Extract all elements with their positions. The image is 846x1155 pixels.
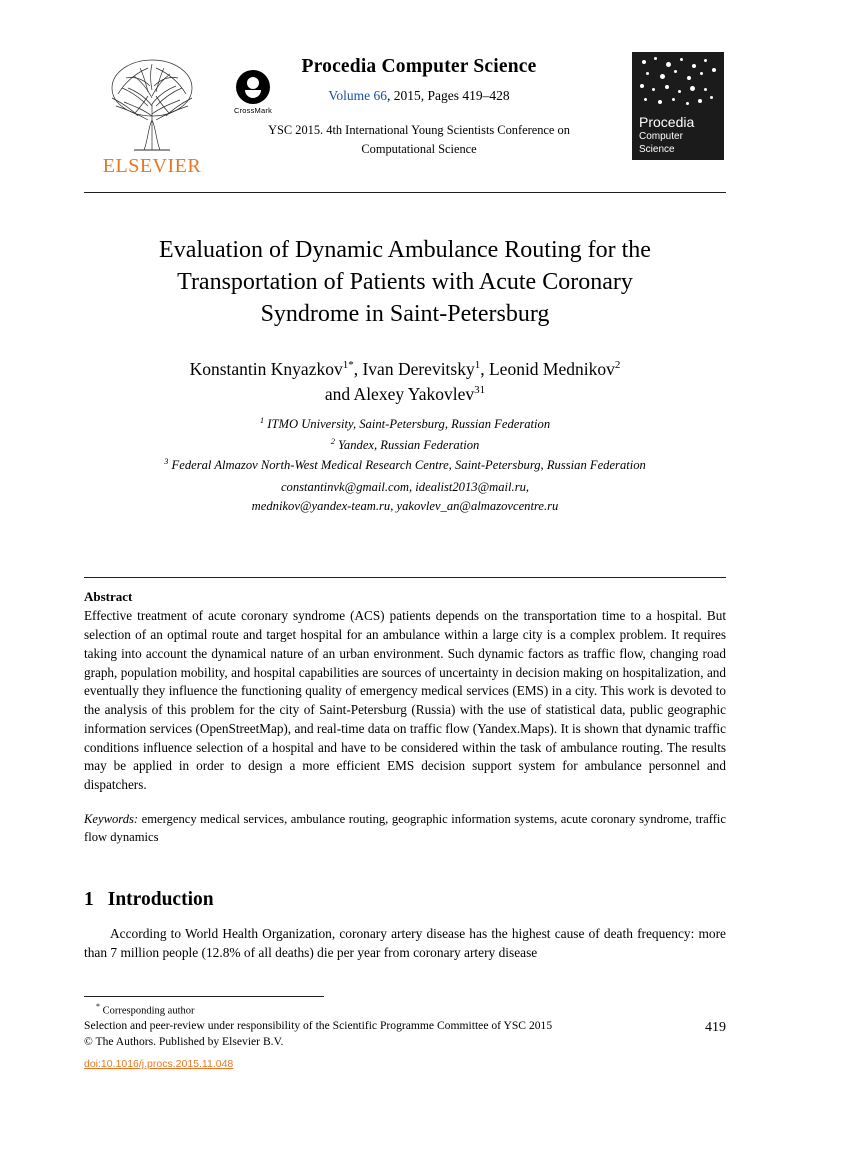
affiliation-sup: 2 [330, 435, 335, 446]
affiliation-text: ITMO University, Saint-Petersburg, Russian Federation [264, 417, 551, 432]
footnote [84, 1002, 726, 1017]
email-line-2: mednikov@yandex-team.ru, yakovlev_an@almazovcentre.ru [251, 498, 559, 513]
section-title: Introduction [107, 888, 214, 910]
email-line-1: constantinvk@gmail.com, idealist2013@mail.ru, [280, 479, 530, 494]
elsevier-logo [92, 54, 212, 178]
affiliation-item [84, 455, 726, 475]
author-derevitsky-sup: 1 [474, 358, 481, 371]
footer-line-1: Selection and peer-review under responsibility of the Scientific Programme Committee of YSC 2015 [84, 1019, 553, 1032]
footer-line-2: © The Authors. Published by Elsevier B.V. [84, 1035, 284, 1049]
journal-title: Procedia Computer Science [301, 56, 537, 77]
affiliation-text: Federal Almazov North-West Medical Research Centre, Saint-Petersburg, Russian Federation [168, 457, 646, 472]
title-line-1: Evaluation of Dynamic Ambulance Routing for the [159, 237, 651, 263]
conference-line [234, 121, 604, 159]
footnote-marker: * [96, 1002, 100, 1012]
affiliation-list [84, 414, 726, 474]
author-line-2 [84, 382, 726, 407]
author-yakovlev: and Alexey Yakovlev [324, 384, 475, 405]
conference-line-1: YSC 2015. 4th International Young Scientists Conference on [268, 123, 570, 137]
page-footer [84, 1018, 726, 1072]
keywords-text: emergency medical services, ambulance routing, geographic information systems, acute coronary syndrome, traffic flow dynamics [84, 811, 726, 844]
conference-line-2: Computational Science [361, 142, 477, 157]
author-mednikov: , Leonid Mednikov [480, 358, 615, 379]
elsevier-tree-icon [104, 54, 200, 154]
footnote-divider [84, 996, 324, 997]
cover-title: Procedia [639, 114, 695, 130]
cover-subtitle-line-2: Science [639, 143, 675, 155]
author-list [84, 357, 726, 408]
section-paragraph: According to World Health Organization, coronary artery disease has the highest cause of death frequency: more than 7 million people (12.8% of all deaths) die per year from coronary artery disease [84, 925, 726, 961]
cover-subtitle-line-1: Computer [639, 131, 683, 142]
journal-cover-thumbnail [632, 52, 724, 160]
journal-masthead [84, 48, 726, 193]
affiliation-item [84, 414, 726, 434]
abstract-heading: Abstract [84, 589, 133, 605]
author-knyazkov-sup: 1* [342, 358, 354, 371]
keywords-label: Keywords: [84, 811, 139, 826]
cover-dot-pattern [632, 52, 724, 112]
author-line-1 [84, 357, 726, 382]
author-yakovlev-sup: 31 [474, 384, 486, 397]
author-knyazkov: Konstantin Knyazkov [189, 358, 343, 379]
volume-number: Volume 66 [328, 88, 387, 103]
abstract-divider [84, 577, 726, 578]
crossmark-label: CrossMark [233, 106, 273, 115]
section-number: 1 [84, 888, 94, 910]
elsevier-wordmark: ELSEVIER [102, 155, 202, 177]
volume-line [234, 88, 604, 104]
footnote-text: Corresponding author [100, 1005, 195, 1017]
section-heading-introduction [84, 889, 726, 911]
page-title [84, 235, 726, 331]
affiliation-text: Yandex, Russian Federation [334, 437, 480, 452]
title-line-3: Syndrome in Saint-Petersburg [260, 300, 550, 327]
author-emails [84, 478, 726, 516]
title-block [84, 235, 726, 515]
title-line-2: Transportation of Patients with Acute Coronary [177, 268, 633, 295]
cover-subtitle [639, 131, 683, 156]
abstract-text: Effective treatment of acute coronary syndrome (ACS) patients depends on the transportation time to a hospital. But selection of an optimal route and target hospital for an ambulance within a large city is a complex problem. It requires taking into account the dynamical nature of an urban environment. Such dynamic factors as traffic flow, changing road graph, population mobility, and hospital capabilities are sources of uncertainty in decision making on hospitalization, and eventually they influence the functioning quality of emergency medical services (EMS) in a city. This work is devoted to the analysis of this problem for the city of Saint-Petersburg (Russia) with the use of statistical data, public geographic information services (OpenStreetMap), and real-time data on traffic flow (Yandex.Maps). It is shown that dynamic traffic conditions influence selection of a hospital and have to be considered within the task of ambulance routing. The results may be applied in order to design a more efficient EMS decision support system for ambulance personnel and dispatchers. [84, 608, 726, 793]
journal-info [234, 56, 604, 159]
author-derevitsky: , Ivan Derevitsky [353, 358, 475, 379]
volume-pages: , 2015, Pages 419–428 [387, 88, 510, 103]
keywords-block [84, 811, 726, 847]
affiliation-sup: 3 [164, 455, 169, 466]
author-mednikov-sup: 2 [614, 358, 621, 371]
page-number: 419 [705, 1020, 726, 1035]
doi-link[interactable]: doi:10.1016/j.procs.2015.11.048 [84, 1057, 234, 1070]
affiliation-sup: 1 [259, 415, 265, 426]
affiliation-item [84, 435, 726, 455]
page-content [84, 48, 726, 1017]
